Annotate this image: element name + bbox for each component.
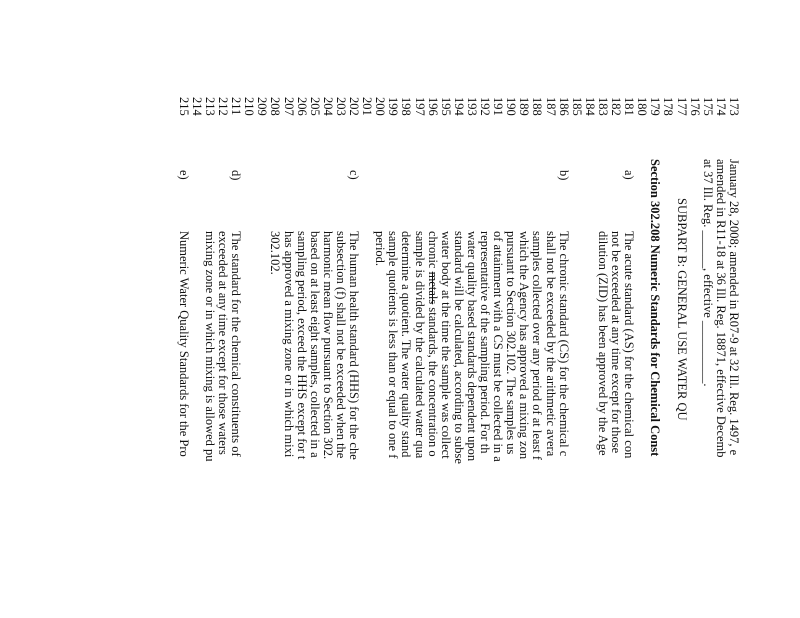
paragraph-label: c) [347, 170, 362, 180]
paragraph-line: The standard for the chemical constituents of [229, 231, 244, 457]
line-number: 179 [648, 97, 663, 116]
line-number: 184 [582, 97, 597, 116]
paragraph-line: The chronic standard (CS) for the chemical c [556, 231, 571, 457]
paragraph-label: e) [176, 170, 191, 180]
line-number: 212 [216, 97, 231, 116]
paragraph-line: The human health standard (HHS) for the che [347, 231, 362, 460]
paragraph-label: a) [622, 170, 637, 180]
paragraph-line: sample quotients is less than or equal to one f [386, 231, 401, 459]
header-line: January 28, 2008; amended in R07-9 at 32 Ill. Reg. 1497, e [727, 159, 741, 456]
line-number: 214 [189, 97, 204, 116]
paragraph-line: samples collected over any period of at least f [530, 231, 545, 461]
line-number: 187 [543, 97, 558, 116]
line-number: 175 [700, 97, 715, 116]
line-number: 211 [229, 97, 244, 116]
line-number: 192 [478, 97, 493, 116]
line-number: 215 [176, 97, 191, 116]
paragraph-line: 302.102. [268, 231, 283, 275]
line-number: 199 [386, 97, 401, 116]
paragraph-line: based on at least eight samples, collected in a [307, 231, 322, 458]
paragraph-line: water quality based standards dependent upon [465, 231, 479, 462]
line-number: 206 [294, 97, 309, 116]
paragraph-line: of attainment with a CS must be collected in a [491, 231, 506, 462]
line-number: 188 [530, 97, 545, 116]
paragraph-line: determine a quotient. The water quality stand [399, 231, 414, 458]
line-number: 176 [687, 97, 702, 116]
paragraph-line: harmonic mean flow pursuant to Section 302. [320, 231, 335, 460]
paragraph-line: has approved a mixing zone or in which mixi [281, 231, 296, 458]
paragraph-line: pursuant to Section 302.102. The samples us [504, 231, 519, 455]
line-number: 185 [569, 97, 584, 116]
paragraph-line: mixing zone or in which mixing is allowed pu [203, 231, 217, 462]
paragraph-label: d) [229, 170, 244, 181]
line-number: 203 [334, 97, 348, 116]
paragraph-line: dilution (ZID) has been approved by the Age [596, 231, 610, 456]
subpart-title: SUBPART B: GENERAL USE WATER QU [674, 198, 689, 421]
line-number: 177 [674, 97, 689, 116]
line-number: 189 [517, 97, 532, 116]
paragraph-line: water body at the time the sample was collect [438, 231, 453, 459]
line-number: 210 [242, 97, 257, 116]
line-number: 195 [438, 97, 453, 116]
paragraph-label: b) [556, 170, 571, 181]
line-number: 207 [281, 97, 296, 116]
paragraph-line: chronic metals standards, the concentration o [425, 231, 440, 457]
line-number: 181 [622, 97, 637, 116]
paragraph-line: which the Agency has approved a mixing zon [517, 231, 532, 460]
line-number: 191 [491, 97, 506, 116]
paragraph-line: not be exceeded at any time except for those [609, 231, 624, 454]
section-title: Section 302.208 Numeric Standards for Chemical Const [648, 159, 663, 457]
paragraph-line: sampling period, exceed the HHS except for t [294, 231, 309, 460]
line-number: 205 [307, 97, 322, 116]
paragraph-line: standard will be calculated, according to subse [451, 231, 466, 464]
line-number: 173 [727, 97, 741, 116]
line-number: 208 [268, 97, 283, 116]
line-number: 193 [465, 97, 479, 116]
line-number: 198 [399, 97, 414, 116]
line-number: 201 [360, 97, 375, 116]
line-number: 183 [596, 97, 610, 116]
line-number: 194 [451, 97, 466, 116]
paragraph-line: exceeded at any time except for those waters [216, 231, 231, 455]
line-number: 178 [661, 97, 676, 116]
paragraph-line: representative of the sampling period. For th [478, 231, 493, 454]
line-number: 197 [412, 97, 427, 116]
line-number: 202 [347, 97, 362, 116]
header-line: amended in R11-18 at 36 Ill. Reg. 18871, effective Decemb [713, 159, 728, 458]
line-number: 190 [504, 97, 519, 116]
line-number: 204 [320, 97, 335, 116]
line-number: 209 [255, 97, 270, 116]
paragraph-line: sample is divided by the calculated water qua [412, 231, 427, 459]
header-line: at 37 Ill. Reg. ______, effective __________. [700, 159, 715, 387]
paragraph-line: shall not be exceeded by the arithmetic avera [543, 231, 558, 457]
paragraph-line: period. [373, 231, 388, 267]
line-number: 186 [556, 97, 571, 116]
line-number: 200 [373, 97, 388, 116]
line-number: 182 [609, 97, 624, 116]
paragraph-line: The acute standard (AS) for the chemical con [622, 231, 637, 459]
paragraph-line: subsection (f) shall not be exceeded when the [334, 231, 348, 459]
line-number: 196 [425, 97, 440, 116]
line-number: 213 [203, 97, 217, 116]
line-number: 174 [713, 97, 728, 116]
line-number: 180 [635, 97, 650, 116]
paragraph-line: Numeric Water Quality Standards for the Pro [176, 231, 191, 457]
